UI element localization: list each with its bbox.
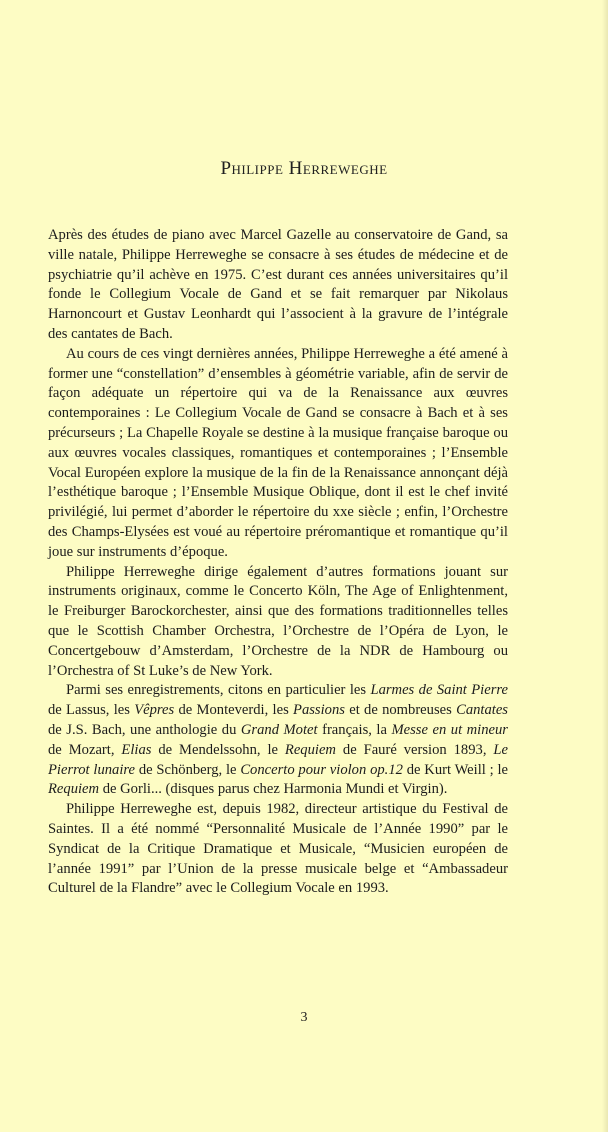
work-title: Requiem xyxy=(284,741,336,758)
work-title: Elias xyxy=(121,741,152,758)
text-span: français, la xyxy=(317,721,392,738)
text-span: de Fauré version 1893, xyxy=(335,741,494,758)
text-span: de Monteverdi, les xyxy=(174,702,294,719)
page-number: 3 xyxy=(300,1010,308,1025)
paragraph-1: Après des études de piano avec Marcel Gazelle au conservatoire de Gand, sa ville natale, Philippe Herreweghe se consacre à ses études de médecine et de psychiatrie qu’il achève en 1975. C’est durant ces années universitaires qu’il fonde le Collegium Vocale de Gand et se fait remarquer par Nikolaus Harnoncourt et Gustav Leonhardt qui l’associent à la gravure de l’intégrale des cantates de Bach. xyxy=(48,227,508,342)
work-title: Messe en ut mineur xyxy=(391,721,508,738)
work-title: Passions xyxy=(293,702,345,719)
work-title: Requiem xyxy=(48,781,100,798)
text-span: de Lassus, les xyxy=(48,702,135,719)
text-span: de Mozart, xyxy=(48,741,122,758)
biography-text xyxy=(48,226,508,899)
text-span: de Schönberg, le xyxy=(135,761,241,778)
work-title: Vêpres xyxy=(134,702,175,719)
paragraph-3: Philippe Herreweghe dirige également d’autres formations jouant sur instruments originaux, comme le Concerto Köln, The Age of Enlightenment, le Freiburger Barockorchester, ainsi que des formations traditionnelles telles que le Scottish Chamber Orchestra, l’Orchestre de l’Opéra de Lyon, le Concertgebouw d’Amsterdam, l’Orchestre de la NDR de Hambourg ou l’Orchestra of St Luke’s de New York. xyxy=(48,563,508,679)
paragraph-5: Philippe Herreweghe est, depuis 1982, directeur artistique du Festival de Saintes. Il a été nommé “Personnalité Musicale de l’Année 1990” par le Syndicat de la Critique Dramatique et Musicale, “Musicien européen de l’année 1991” par l’Union de la presse musicale belge et “Ambassadeur Culturel de la Flandre” avec le Collegium Vocale en 1993. xyxy=(48,801,508,897)
work-title: Le Pierrot lunaire xyxy=(48,741,508,778)
work-title: Concerto pour violon op.12 xyxy=(240,761,403,778)
text-span: de Mendelssohn, le xyxy=(151,741,285,758)
page-title: Philippe Herreweghe xyxy=(220,158,388,179)
work-title: Cantates xyxy=(456,702,508,719)
work-title: Larmes de Saint Pierre xyxy=(370,682,508,699)
text-span: Parmi ses enregistrements, citons en particulier les xyxy=(66,682,371,699)
text-span: de Gorli... (disques parus chez Harmonia Mundi et Virgin). xyxy=(99,781,448,798)
paragraph-4 xyxy=(48,681,508,800)
text-span: et de nombreuses xyxy=(344,702,457,719)
paragraph-2: Au cours de ces vingt dernières années, Philippe Herreweghe a été amené à former une “constellation” d’ensembles à géométrie variable, afin de servir de façon adéquate un répertoire qui va de la Renaissance aux œuvres contemporaines : Le Collegium Vocale de Gand se consacre à Bach et à ses précurseurs ; La Chapelle Royale se destine à la musique française baroque ou aux œuvres vocales classiques, romantiques et contemporaines ; l’Ensemble Vocal Européen explore la musique de la fin de la Renaissance annonçant déjà l’esthétique baroque ; l’Ensemble Musique Oblique, dont il est le chef invité privilégié, lui permet d’aborder le répertoire du xxe siècle ; enfin, l’Orchestre des Champs-Elysées est voué au répertoire préromantique et romantique qu’il joue sur instruments d’époque. xyxy=(48,345,508,560)
text-span: de J.S. Bach, une anthologie du xyxy=(48,721,241,738)
text-span: de Kurt Weill ; le xyxy=(402,761,508,778)
work-title: Grand Motet xyxy=(240,721,318,738)
